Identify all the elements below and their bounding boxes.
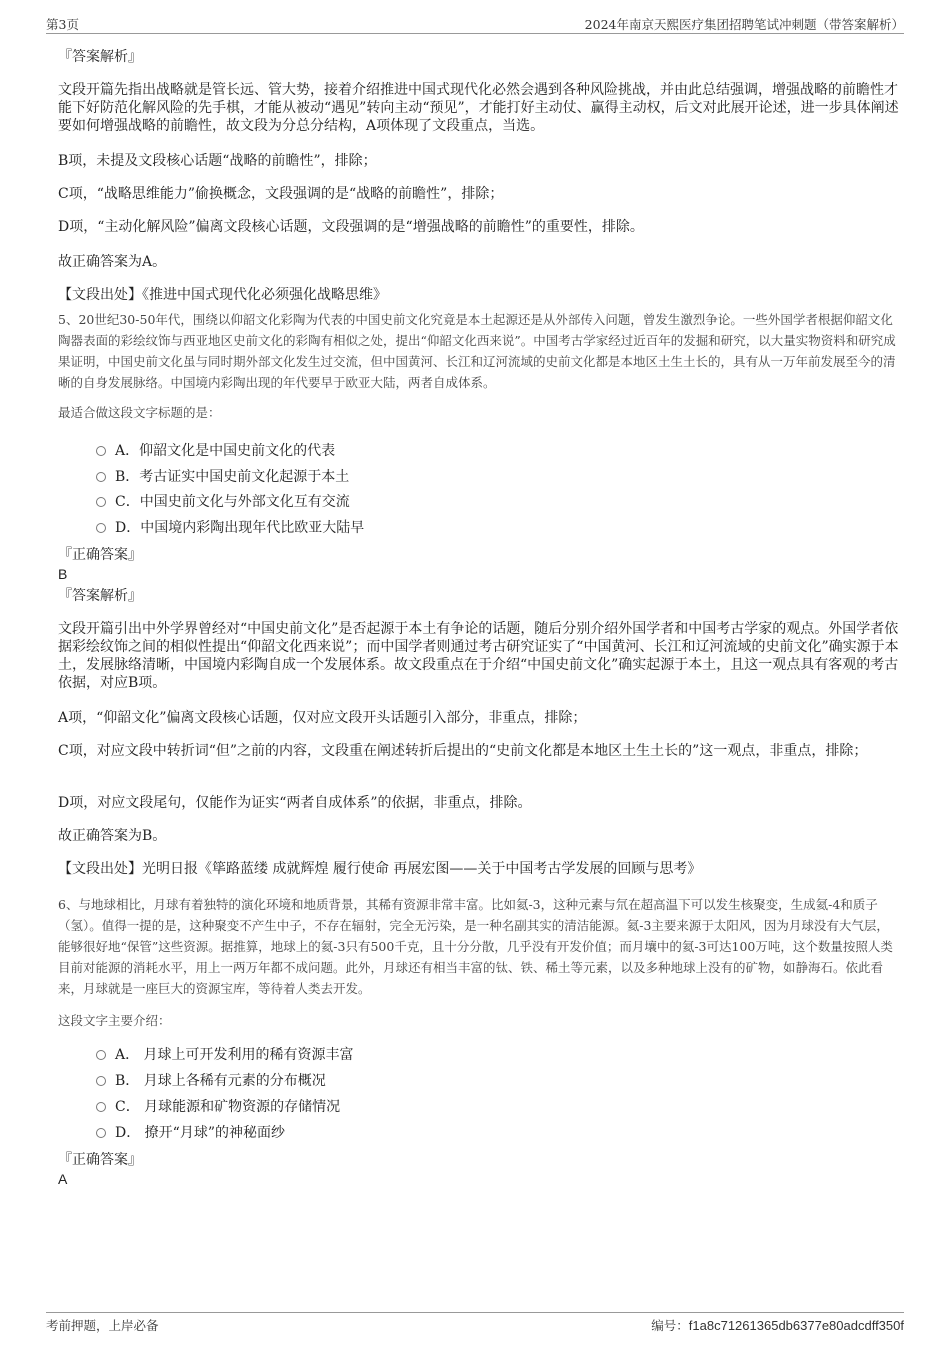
q5-option-b[interactable]: B．考古证实中国史前文化起源于本土 [96,468,349,486]
q6-option-c[interactable]: C． 月球能源和矿物资源的存储情况 [96,1098,340,1116]
document-title: 2024年南京天熙医疗集团招聘笔试冲刺题（带答案解析） [584,17,904,32]
radio-icon[interactable] [96,1128,106,1138]
q6-option-a[interactable]: A． 月球上可开发利用的稀有资源丰富 [96,1046,354,1064]
q5-option-a[interactable]: A．仰韶文化是中国史前文化的代表 [96,442,335,460]
q5-source: 【文段出处】光明日报《筚路蓝缕 成就辉煌 履行使命 再展宏图——关于中国考古学发展的回顾与思考》 [58,861,702,877]
q4-answer-line: 故正确答案为A。 [58,254,167,270]
q4-analysis-p2: B项，未提及文段核心话题“战略的前瞻性”，排除； [58,153,377,169]
q6-option-b[interactable]: B． 月球上各稀有元素的分布概况 [96,1072,326,1090]
page-header [46,13,904,34]
q4-source: 【文段出处】《推进中国式现代化必须强化战略思维》 [58,287,387,303]
q4-analysis-label: 『答案解析』 [58,49,142,65]
q5-option-d[interactable]: D．中国境内彩陶出现年代比欧亚大陆早 [96,519,364,537]
q5-analysis-p3: C项，对应文段中转折词“但”之前的内容，文段重在阐述转折后提出的“史前文化都是本地区土生土长的”这一观点，非重点，排除； [58,743,868,759]
radio-icon[interactable] [96,1076,106,1086]
q5-analysis-p4: D项，对应文段尾句，仅能作为证实“两者自成体系”的依据，非重点，排除。 [58,795,532,811]
document-code: 编号：f1a8c71261365db6377e80adcdff350f [651,1318,904,1333]
q4-analysis-p4: D项，“主动化解风险”偏离文段核心话题，文段强调的是“增强战略的前瞻性”的重要性，排除。 [58,219,644,235]
q5-analysis-label: 『答案解析』 [58,588,142,604]
radio-icon[interactable] [96,523,106,533]
radio-icon[interactable] [96,472,106,482]
q6-stem: 6、与地球相比，月球有着独特的演化环境和地质背景，其稀有资源非常丰富。比如氦-3，这种元素与氘在超高温下可以发生核聚变，生成氦-4和质子（氢）。值得一提的是，这种聚变不产生中子，不存在辐射，完全无污染，是一种名副其实的清洁能源。氦-3主要来源于太阳风，因为月球没有大气层，能够很好地“保管”这些资源。据推算，地球上的氦-3只有500千克，且十分分散，几乎没有开发价值；而月壤中的氦-3可达100万吨，这个数量按照人类目前对能源的消耗水平，用上一两万年都不成问题。此外，月球还有相当丰富的钛、铁、稀土等元素，以及多种地球上没有的矿物，如静海石。依此看来，月球就是一座巨大的资源宝库，等待着人类去开发。 [58,897,893,996]
q6-question: 这段文字主要介绍： [58,1013,171,1028]
q5-answer-line: 故正确答案为B。 [58,828,167,844]
radio-icon[interactable] [96,1050,106,1060]
q5-stem: 5、20世纪30-50年代，围绕以仰韶文化彩陶为代表的中国史前文化究竟是本土起源还是从外部传入问题，曾发生激烈争论。一些外国学者根据仰韶文化陶器表面的彩绘纹饰与西亚地区史前文化的彩陶有相似之处，提出“仰韶文化西来说”。中国考古学家经过近百年的发掘和研究，以大量实物资料和研究成果证明，中国史前文化虽与同时期外部文化发生过交流，但中国黄河、长江和辽河流域的史前文化都是本地区土生土长的，具有从一万年前发展至今的清晰的自身发展脉络。中国境内彩陶出现的年代要早于欧亚大陆，两者自成体系。 [58,312,896,390]
q5-analysis-p1: 文段开篇引出中外学界曾经对“中国史前文化”是否起源于本土有争论的话题，随后分别介绍外国学者和中国考古学家的观点。外国学者依据彩绘纹饰之间的相似性提出“仰韶文化西来说”；而中国学者则通过考古研究证实了“中国黄河、长江和辽河流域的史前文化”确实源于本土，发展脉络清晰，中国境内彩陶自成一个发展体系。故文段重点在于介绍“中国史前文化”确实起源于本土，且这一观点具有客观的考古依据，对应B项。 [58,621,899,691]
q4-analysis-p1: 文段开篇先指出战略就是管长远、管大势，接着介绍推进中国式现代化必然会遇到各种风险挑战，并由此总结强调，增强战略的前瞻性才能下好防范化解风险的先手棋，才能从被动“遇见”转向主动“预见”，才能打好主动仗、赢得主动权，后文对此展开论述，进一步具体阐述要如何增强战略的前瞻性，故文段为分总分结构，A项体现了文段重点，当选。 [58,82,899,134]
page-number: 第3页 [46,17,79,32]
q6-correct-label: 『正确答案』 [58,1152,142,1168]
q4-analysis-p3: C项，“战略思维能力”偷换概念，文段强调的是“战略的前瞻性”，排除； [58,186,504,202]
radio-icon[interactable] [96,1102,106,1112]
q5-analysis-p2: A项，“仰韶文化”偏离文段核心话题，仅对应文段开头话题引入部分，非重点，排除； [58,710,587,726]
q5-option-c[interactable]: C．中国史前文化与外部文化互有交流 [96,493,350,511]
q6-correct-answer: A [58,1171,68,1187]
footer-slogan: 考前押题，上岸必备 [46,1318,159,1333]
page-footer [46,1312,904,1333]
q5-correct-label: 『正确答案』 [58,547,142,563]
q6-option-d[interactable]: D． 撩开“月球”的神秘面纱 [96,1124,285,1142]
radio-icon[interactable] [96,497,106,507]
q5-correct-answer: B [58,566,68,582]
radio-icon[interactable] [96,446,106,456]
q5-question: 最适合做这段文字标题的是： [58,405,221,420]
